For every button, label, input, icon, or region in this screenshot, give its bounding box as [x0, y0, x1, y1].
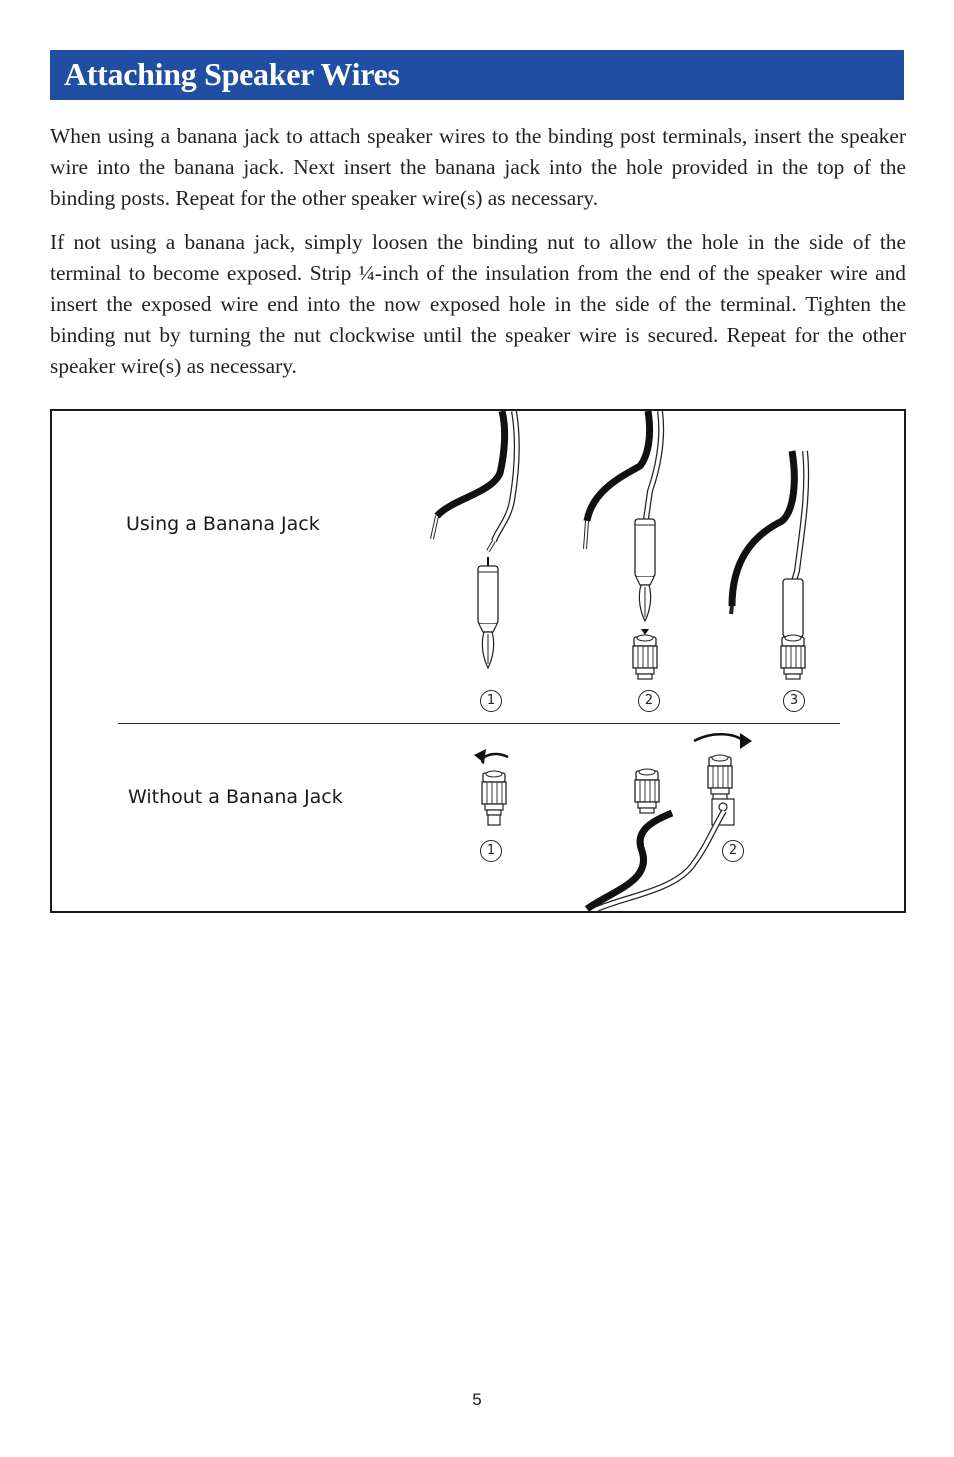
- intro-paragraph: When using a banana jack to attach speaker wires to the binding post terminals, insert the speaker wire into the banana jack. Next insert the banana jack into the hole provided in the top of the binding posts. Repeat for the other speaker wire(s) as necessary.: [50, 124, 906, 210]
- banana-step2-illustration: [585, 411, 661, 679]
- banana-step-3-marker: 3: [783, 690, 805, 712]
- nobanana-step2-illustration: [587, 733, 752, 909]
- nobanana-step-2-marker: 2: [722, 840, 744, 862]
- nobanana-step-1-marker: 1: [480, 840, 502, 862]
- banana-step3-illustration: [731, 451, 806, 679]
- wiring-illustration: [52, 411, 904, 911]
- section-header-bar: [50, 50, 904, 100]
- banana-step-1-marker: 1: [480, 690, 502, 712]
- wiring-figure: [50, 409, 906, 913]
- banana-step1-illustration: [432, 411, 517, 668]
- nobanana-step1-illustration: [474, 749, 508, 825]
- page-title: Attaching Speaker Wires: [64, 56, 400, 92]
- banana-step-2-marker: 2: [638, 690, 660, 712]
- page-number: 5: [472, 1390, 482, 1409]
- without-banana-jack-label: Without a Banana Jack: [128, 786, 343, 808]
- banana-jack-label: Using a Banana Jack: [126, 513, 320, 535]
- instructions-paragraph: If not using a banana jack, simply loosen the binding nut to allow the hole in the side of the terminal to become exposed. Strip ¼-inch of the insulation from the end of the speaker wire and insert the exposed wire end into the now exposed hole in the side of the terminal. Tighten the binding nut by turning the nut clockwise until the speaker wire is secured. Repeat for the other speaker wire(s) as necessary.: [50, 230, 906, 378]
